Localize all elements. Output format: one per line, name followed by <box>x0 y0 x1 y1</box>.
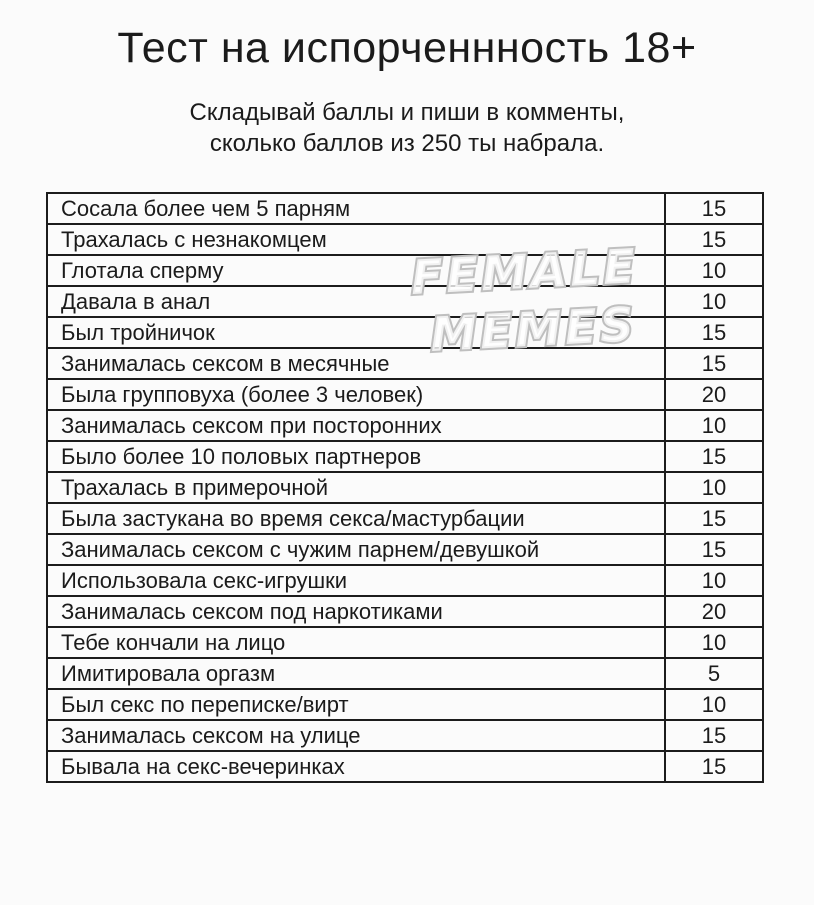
row-label-cell: Тебе кончали на лицо <box>47 627 665 658</box>
subtitle-line-1: Складывай баллы и пиши в комменты, <box>189 99 625 126</box>
row-label-cell: Занималась сексом на улице <box>47 720 665 751</box>
row-score-cell: 15 <box>665 751 763 782</box>
row-label-cell: Использовала секс-игрушки <box>47 565 665 596</box>
row-label-cell: Трахалась с незнакомцем <box>47 224 665 255</box>
row-score-cell: 15 <box>665 720 763 751</box>
table-row <box>47 689 763 720</box>
row-label-cell: Было более 10 половых партнеров <box>47 441 665 472</box>
watermark-line-1: FEMALE <box>409 239 640 306</box>
table-row <box>47 410 763 441</box>
row-score-cell: 5 <box>665 658 763 689</box>
page-title: Тест на испорченнность 18+ <box>117 24 697 72</box>
table-row <box>47 751 763 782</box>
table-row <box>47 658 763 689</box>
row-label-cell: Бывала на секс-вечеринках <box>47 751 665 782</box>
row-score-cell: 15 <box>665 317 763 348</box>
row-score-cell: 15 <box>665 534 763 565</box>
row-score-cell: 20 <box>665 596 763 627</box>
score-table <box>46 192 764 783</box>
subtitle-line-2: сколько баллов из 250 ты набрала. <box>209 130 605 157</box>
table-row <box>47 317 763 348</box>
table-row <box>47 472 763 503</box>
row-score-cell: 15 <box>665 441 763 472</box>
row-score-cell: 15 <box>665 224 763 255</box>
page-subtitle <box>0 97 814 159</box>
table-row <box>47 565 763 596</box>
table-row <box>47 348 763 379</box>
score-table-container <box>46 192 764 783</box>
row-score-cell: 10 <box>665 627 763 658</box>
row-score-cell: 15 <box>665 348 763 379</box>
row-score-cell: 15 <box>665 193 763 224</box>
row-score-cell: 10 <box>665 410 763 441</box>
row-label-cell: Был секс по переписке/вирт <box>47 689 665 720</box>
row-label-cell: Имитировала оргазм <box>47 658 665 689</box>
score-table-body <box>47 193 763 782</box>
table-row <box>47 441 763 472</box>
table-row <box>47 193 763 224</box>
table-row <box>47 224 763 255</box>
table-row <box>47 255 763 286</box>
row-label-cell: Глотала сперму <box>47 255 665 286</box>
row-score-cell: 10 <box>665 286 763 317</box>
table-row <box>47 379 763 410</box>
row-label-cell: Трахалась в примерочной <box>47 472 665 503</box>
row-score-cell: 10 <box>665 472 763 503</box>
table-row <box>47 503 763 534</box>
row-label-cell: Занималась сексом в месячные <box>47 348 665 379</box>
row-label-cell: Давала в анал <box>47 286 665 317</box>
row-score-cell: 10 <box>665 255 763 286</box>
row-label-cell: Была групповуха (более 3 человек) <box>47 379 665 410</box>
table-row <box>47 720 763 751</box>
watermark-line-2: MEMES <box>428 297 639 364</box>
row-label-cell: Сосала более чем 5 парням <box>47 193 665 224</box>
row-label-cell: Занималась сексом с чужим парнем/девушкой <box>47 534 665 565</box>
table-row <box>47 534 763 565</box>
row-score-cell: 10 <box>665 689 763 720</box>
row-label-cell: Занималась сексом при посторонних <box>47 410 665 441</box>
table-row <box>47 596 763 627</box>
table-row <box>47 627 763 658</box>
row-label-cell: Был тройничок <box>47 317 665 348</box>
row-score-cell: 10 <box>665 565 763 596</box>
table-row <box>47 286 763 317</box>
row-label-cell: Занималась сексом под наркотиками <box>47 596 665 627</box>
row-label-cell: Была застукана во время секса/мастурбации <box>47 503 665 534</box>
row-score-cell: 20 <box>665 379 763 410</box>
row-score-cell: 15 <box>665 503 763 534</box>
